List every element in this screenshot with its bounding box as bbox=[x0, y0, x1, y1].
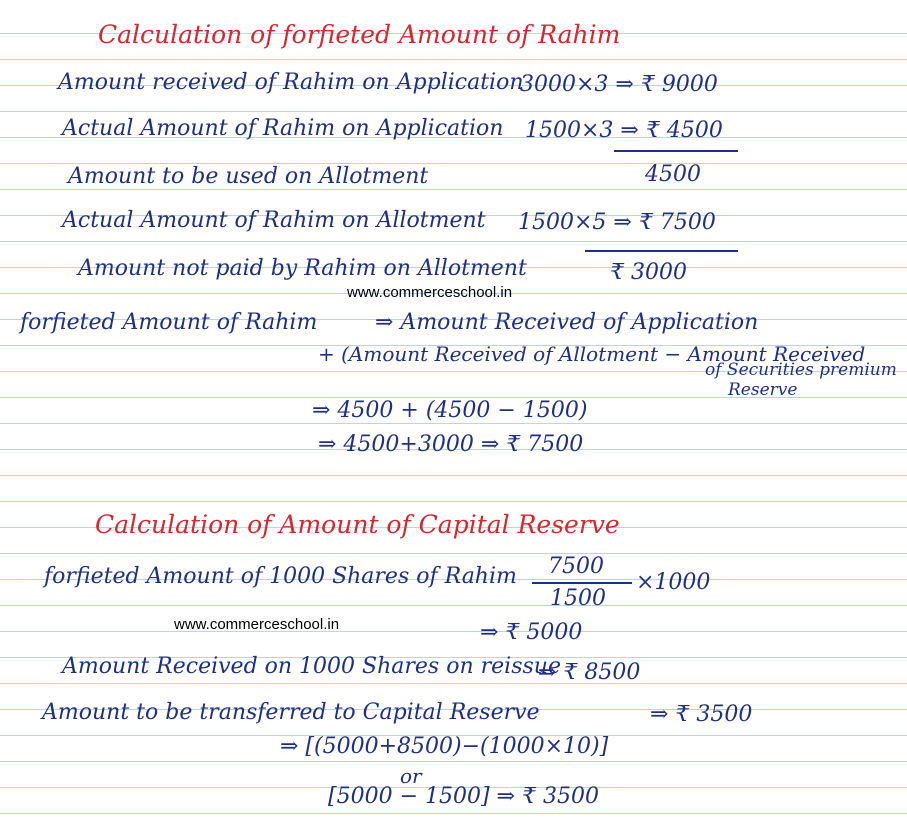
line3-calc: 4500 bbox=[645, 162, 701, 187]
line5-label: Amount not paid by Rahim on Allotment bbox=[78, 256, 527, 281]
reissue-label: Amount Received on 1000 Shares on reissue bbox=[62, 654, 561, 679]
line1-label: Amount received of Rahim on Application bbox=[58, 70, 524, 95]
reissue-value: ⇒ ₹ 8500 bbox=[538, 660, 641, 685]
subtotal-rule-1 bbox=[614, 150, 738, 152]
fraction-bar bbox=[532, 582, 632, 584]
line1-calc: 3000×3 ⇒ ₹ 9000 bbox=[520, 72, 718, 97]
line2-label: Actual Amount of Rahim on Application bbox=[62, 116, 504, 141]
line4-calc: 1500×5 ⇒ ₹ 7500 bbox=[518, 210, 716, 235]
forfeit-formula-rhs4: Reserve bbox=[728, 380, 798, 400]
watermark-1: www.commerceschool.in bbox=[347, 284, 513, 301]
line4-label: Actual Amount of Rahim on Allotment bbox=[62, 208, 486, 233]
transfer-step: ⇒ [(5000+8500)−(1000×10)] bbox=[280, 734, 609, 759]
fraction-denominator: 1500 bbox=[550, 586, 606, 611]
or-text: or bbox=[400, 764, 422, 788]
fraction-multiplier: ×1000 bbox=[636, 570, 711, 595]
forfeit-1000-label: forfieted Amount of 1000 Shares of Rahim bbox=[44, 564, 517, 589]
forfeit-step-1: ⇒ 4500 + (4500 − 1500) bbox=[312, 398, 588, 423]
section1-title: Calculation of forfieted Amount of Rahim bbox=[98, 20, 621, 49]
transfer-label: Amount to be transferred to Capital Reserve bbox=[42, 700, 540, 725]
alt-step: [5000 − 1500] ⇒ ₹ 3500 bbox=[328, 784, 599, 809]
forfeit-formula-lhs: forfieted Amount of Rahim bbox=[20, 310, 318, 335]
transfer-value: ⇒ ₹ 3500 bbox=[650, 702, 753, 727]
section2-title: Calculation of Amount of Capital Reserve bbox=[95, 510, 620, 539]
forfeit-step-2: ⇒ 4500+3000 ⇒ ₹ 7500 bbox=[318, 432, 584, 457]
forfeit-formula-rhs2: + (Amount Received of Allotment − Amount Received bbox=[318, 342, 866, 366]
forfeit-1000-result: ⇒ ₹ 5000 bbox=[480, 620, 583, 645]
line3-label: Amount to be used on Allotment bbox=[68, 164, 429, 189]
fraction-numerator: 7500 bbox=[548, 554, 604, 579]
subtotal-rule-2 bbox=[585, 250, 738, 252]
forfeit-formula-rhs3: of Securities premium bbox=[705, 360, 897, 380]
line2-calc: 1500×3 ⇒ ₹ 4500 bbox=[525, 118, 723, 143]
watermark-2: www.commerceschool.in bbox=[174, 616, 340, 633]
forfeit-formula-rhs1: ⇒ Amount Received of Application bbox=[375, 310, 759, 335]
line5-calc: ₹ 3000 bbox=[610, 260, 687, 285]
